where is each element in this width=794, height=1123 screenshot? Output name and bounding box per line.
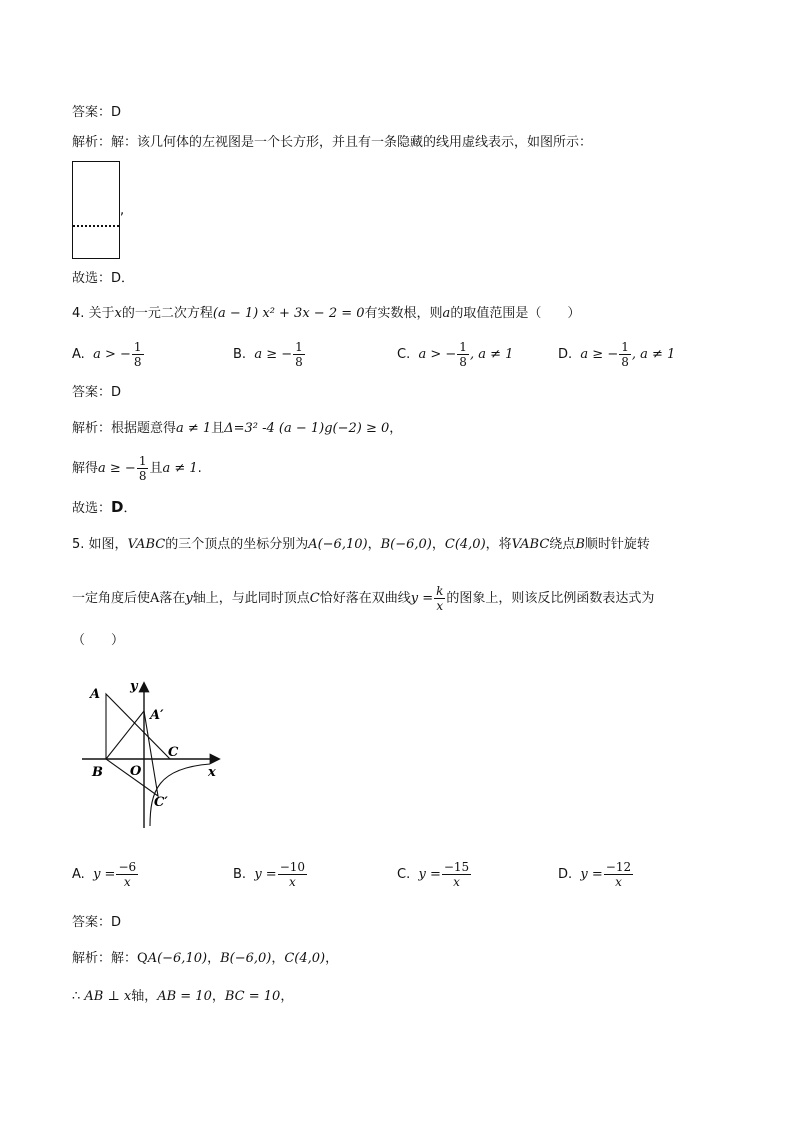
answer-line-q3: 答案：D [72, 105, 122, 120]
punct: ． [123, 501, 137, 516]
frac-num: k [436, 584, 444, 598]
frac-den: 8 [621, 355, 629, 369]
q4-equation: (a − 1) x² + 3x − 2 = 0 [212, 306, 365, 321]
punct: ， [207, 951, 221, 966]
triangle-abc: VABC [127, 537, 166, 552]
frac-den: x [442, 874, 471, 889]
punct: ， [367, 537, 381, 552]
q5-text: 顺时针旋转 [584, 537, 650, 552]
answer-line-q5: 答案：D [72, 915, 122, 930]
frac-num: −15 [443, 860, 470, 874]
frac-den: 8 [459, 355, 467, 369]
option-lhs: y = [580, 867, 603, 882]
option-label: C. [397, 347, 411, 362]
option-lhs: a > − [418, 347, 457, 362]
q4-var-a: a [442, 306, 451, 321]
frac-den: x [604, 874, 633, 889]
label-b: B [92, 765, 103, 780]
frac-num: 1 [138, 454, 147, 468]
q5-option-c [397, 860, 472, 889]
q5-text: 的图象上，则该反比例函数表达式为 [446, 591, 655, 606]
option-lhs: a ≥ − [580, 347, 619, 362]
point-b-coord: B(−6,0) [220, 951, 272, 966]
triangle-rotated-shape [106, 711, 158, 796]
q5-text: 恰好落在双曲线 [319, 591, 411, 606]
label-a: A [90, 687, 101, 702]
q4-text3: 的取值范围是（ ） [450, 306, 581, 321]
solve-lhs: a ≥ − [98, 461, 136, 476]
therefore-symbol: ∴ [72, 989, 81, 1004]
option-label: D. [558, 867, 573, 882]
q4-number: 4. 关于 [72, 306, 115, 321]
option-lhs: y = [254, 867, 277, 882]
q4-choose-line [72, 498, 136, 518]
q5-stem-line2 [72, 584, 654, 613]
point-c: C [309, 591, 320, 606]
q5-figure [80, 676, 240, 836]
option-tail: , a ≠ 1 [631, 347, 676, 362]
punct: ， [325, 951, 339, 966]
frac-num: 1 [133, 340, 142, 354]
perpendicular-statement: AB ⊥ x [84, 989, 132, 1004]
label-o: O [130, 764, 142, 779]
option-label: A. [72, 867, 85, 882]
option-lhs: y = [93, 867, 116, 882]
punct: ， [211, 989, 225, 1004]
conj-and: 且 [211, 421, 225, 436]
choose-letter: D [111, 498, 124, 516]
q5-option-b [233, 860, 308, 889]
label-x: x [208, 765, 216, 780]
frac-den: x [116, 874, 138, 889]
q4-solve-line [72, 454, 202, 483]
option-tail: , a ≠ 1 [469, 347, 514, 362]
label-a-prime: A′ [150, 708, 164, 723]
q4-stem [72, 305, 580, 323]
figure-comma: , [120, 203, 125, 218]
triangle-abc-shape [106, 694, 170, 759]
q4-analysis-line [72, 420, 402, 438]
q4-option-c [397, 340, 513, 369]
option-lhs: y = [418, 867, 441, 882]
left-view-figure [72, 161, 120, 259]
label-c-prime: C′ [154, 795, 168, 810]
q5-text: ，将 [485, 537, 512, 552]
option-label: C. [397, 867, 411, 882]
frac-den: 8 [133, 355, 142, 369]
hyperbola-lhs: y = [410, 591, 434, 606]
var-y: y [185, 591, 193, 606]
q5-text: 绕点 [549, 537, 576, 552]
because-symbol: Q [137, 951, 148, 966]
frac-den: 8 [138, 469, 147, 483]
point-a-coord: A(−6,10) [147, 951, 208, 966]
q4-option-d [558, 340, 675, 369]
q5-analysis-line [72, 950, 338, 968]
option-label: B. [233, 867, 247, 882]
q4-option-b [233, 340, 306, 369]
option-lhs: a ≥ − [254, 347, 293, 362]
solve-prefix: 解得 [72, 461, 99, 476]
frac-den: x [278, 874, 307, 889]
frac-num: −12 [605, 860, 632, 874]
punct: ， [389, 421, 403, 436]
q5-number: 5. 如图， [72, 537, 128, 552]
ab-length: AB = 10 [157, 989, 212, 1004]
axis-text: 轴， [131, 989, 158, 1004]
q5-therefore-line [72, 988, 293, 1006]
label-c: C [168, 745, 179, 760]
frac-num: −6 [118, 860, 137, 874]
q4-var-x: x [114, 306, 122, 321]
analysis-line-q3: 解析：解：该几何体的左视图是一个长方形，并且有一条隐藏的线用虚线表示，如图所示： [72, 135, 593, 150]
frac-num: −10 [279, 860, 306, 874]
point-b: B [575, 537, 585, 552]
q5-option-d [558, 860, 634, 889]
q4-option-a [72, 340, 145, 369]
point-c-coord: C(4,0) [444, 537, 486, 552]
analysis-prefix: 解析：根据题意得 [72, 421, 177, 436]
option-lhs: a > − [93, 347, 131, 362]
point-c-coord: C(4,0) [284, 951, 326, 966]
q5-text: 的三个顶点的坐标分别为 [165, 537, 309, 552]
solve-tail: a ≠ 1 [162, 461, 198, 476]
q5-text: 轴上，与此同时顶点 [192, 591, 310, 606]
punct: ， [431, 537, 445, 552]
discriminant-condition: Δ=3² -4 (a − 1)g(−2) ≥ 0 [224, 421, 390, 436]
condition-a-neq-1: a ≠ 1 [176, 421, 212, 436]
punct: ， [271, 951, 285, 966]
q5-option-a [72, 860, 139, 889]
frac-num: 1 [621, 340, 629, 354]
frac-den: 8 [295, 355, 303, 369]
option-label: A. [72, 347, 85, 362]
label-y: y [130, 679, 138, 694]
answer-line-q4: 答案：D [72, 385, 122, 400]
analysis-prefix: 解析：解： [72, 951, 138, 966]
punct: . [197, 461, 202, 476]
q5-text: 落在 [159, 591, 186, 606]
point-b-coord: B(−6,0) [380, 537, 432, 552]
frac-den: x [434, 598, 445, 613]
q5-text: 一定角度后使 [72, 591, 151, 606]
punct: ， [280, 989, 294, 1004]
option-label: B. [233, 347, 247, 362]
point-a-coord: A(−6,10) [308, 537, 368, 552]
q5-stem-line3: （ ） [72, 633, 125, 648]
triangle-abc: VABC [511, 537, 550, 552]
q4-text1: 的一元二次方程 [121, 306, 213, 321]
conj-and: 且 [149, 461, 163, 476]
choose-line-q3: 故选：D． [72, 271, 135, 286]
q4-text2: 有实数根，则 [364, 306, 443, 321]
frac-num: 1 [295, 340, 303, 354]
option-label: D. [558, 347, 573, 362]
choose-prefix: 故选： [72, 501, 112, 516]
point-a: A [150, 591, 160, 606]
bc-length: BC = 10 [224, 989, 281, 1004]
q5-stem-line1 [72, 536, 650, 554]
hidden-dashed-line [73, 225, 119, 227]
frac-num: 1 [459, 340, 467, 354]
